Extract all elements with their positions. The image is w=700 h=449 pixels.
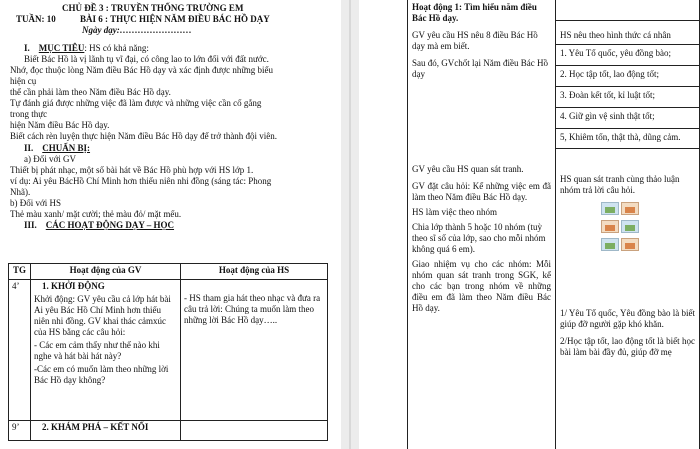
- student-list-2: 2. Học tập tốt, lao động tốt;: [556, 65, 699, 86]
- teacher-step-3: GV yêu cầu HS quan sát tranh.: [412, 164, 524, 174]
- student-list-5: 5, Khiêm tốn, thật thà, dũng cảm.: [556, 128, 699, 149]
- teacher-step-7: Giao nhiệm vụ cho các nhóm: Mỗi nhóm quan sát tranh trong SGK, kể cho các bạn trong nhóm về những điều em đã làm theo Năm điều Bác Hồ dạy.: [412, 259, 551, 313]
- header-time: TG: [9, 264, 31, 280]
- teacher-step-6: Chia lớp thành 5 hoặc 10 nhóm (tuỳ theo sĩ số của lớp, sao cho mỗi nhóm không quá 6 em).: [412, 222, 546, 254]
- illustration-group: [556, 199, 652, 255]
- objective-1: Biết Bác Hồ là vị lãnh tụ vĩ đại, có công lao to lớn đối với đất nước.: [24, 54, 269, 64]
- page-divider: [349, 0, 351, 449]
- illustration-5: [601, 238, 619, 251]
- illustration-6: [621, 238, 639, 251]
- objective-5: hiện Năm điều Bác Hồ dạy.: [10, 120, 110, 130]
- row1-title: 1. KHỞI ĐỘNG: [42, 281, 105, 291]
- section-1-heading: I. MỤC TIÊU: HS có khả năng:: [24, 43, 149, 53]
- row2-title: 2. KHÁM PHÁ – KẾT NỐI: [42, 422, 149, 432]
- row2-teacher: [31, 421, 181, 441]
- illustration-4: [621, 220, 639, 233]
- illustration-3: [601, 220, 619, 233]
- student-observe: HS quan sát tranh cùng thảo luận nhóm trả lời câu hỏi.: [560, 174, 680, 195]
- objective-2: Nhớ, đọc thuộc lòng Năm điều Bác Hồ dạy và xác định được những biểu: [10, 65, 273, 75]
- row1-teacher-text-3: -Các em có muốn làm theo những lời Bác Hồ dạy không?: [34, 364, 169, 385]
- teacher-prep-2: ví dụ: Ai yêu BácHồ Chí Minh hơn thiếu niên nhi đồng (sáng tác: Phong: [10, 176, 272, 186]
- lesson-title: BÀI 6 : THỰC HIỆN NĂM ĐIỀU BÁC HỒ DẠY: [80, 14, 270, 24]
- activity-title: Hoạt động 1: Tìm hiểu năm điều Bác Hồ dạy.: [412, 2, 537, 23]
- teaching-date: Ngày dạy:……………………: [82, 25, 192, 35]
- row1-teacher-text-2: - Các em cảm thấy như thế nào khi nghe và hát bài hát này?: [34, 340, 160, 361]
- teacher-prep-1: Thiết bị phát nhạc, một số bài hát về Bác Hồ phù hợp với HS lớp 1.: [10, 165, 254, 175]
- row1-teacher: [31, 280, 181, 421]
- header-student: Hoạt động của HS: [181, 264, 328, 280]
- student-list-4: 4. Giữ gìn vệ sinh thật tốt;: [556, 107, 699, 128]
- illustration-1: [601, 202, 619, 215]
- student-intro: HS nêu theo hình thức cá nhân: [560, 30, 671, 40]
- activity-teacher-column: [408, 0, 556, 449]
- page-gap: [341, 0, 359, 449]
- student-prep-1: Thẻ màu xanh/ mặt cười; thẻ màu đỏ/ mặt mếu.: [10, 209, 182, 219]
- objective-4: Tự đánh giá được những việc đã làm được và những việc cần cố gắng: [10, 98, 262, 108]
- row2-student: [181, 421, 328, 441]
- objective-3: thể cần phải làm theo Năm điều Bác Hồ dạy.: [10, 87, 171, 97]
- teacher-step-4: GV đặt câu hỏi: Kể những việc em đã làm theo Năm điều Bác Hồ dạy.: [412, 181, 551, 202]
- header-teacher: Hoạt động của GV: [31, 264, 181, 280]
- teacher-prep-label: a) Đối với GV: [24, 154, 77, 164]
- section-2-heading: II. CHUẨN BỊ:: [24, 143, 91, 153]
- teacher-prep-3: Nhã).: [10, 187, 31, 197]
- section-3-heading: III. CÁC HOẠT ĐỘNG DẠY – HỌC: [24, 220, 175, 230]
- student-list-1: 1. Yêu Tổ quốc, yêu đồng bào;: [556, 44, 699, 65]
- row1-student: [181, 280, 328, 421]
- student-answer-2: 2/Học tập tốt, lao động tốt là biết học bài làm bài đầy đủ, giúp đỡ mẹ: [560, 336, 695, 357]
- student-answer-1: 1/ Yêu Tổ quốc, Yêu đồng bào là biết giúp đỡ người gặp khó khăn.: [560, 308, 695, 329]
- objective-2-cont: hiện cụ: [10, 76, 37, 86]
- student-list-3: 3. Đoàn kết tốt, kỉ luật tốt;: [556, 86, 699, 107]
- teacher-step-5: HS làm việc theo nhóm: [412, 207, 497, 217]
- row1-teacher-text-1: Khởi động: GV yêu cầu cả lớp hát bài Ai yêu Bác Hồ Chí Minh hơn thiếu niên nhi đồng. GV khai thác cảmxúc của HS bằng các câu hỏi:: [34, 294, 171, 337]
- left-page: [0, 0, 341, 449]
- topic-heading: CHỦ ĐỀ 3 : TRUYỀN THỐNG TRƯỜNG EM: [62, 3, 244, 13]
- week-label: TUẦN: 10: [16, 14, 56, 24]
- activity-table: [407, 0, 700, 449]
- student-answers: [556, 21, 699, 44]
- teacher-step-1: GV yêu cầu HS nêu 8 điều Bác Hồ dạy mà em biết.: [412, 30, 538, 51]
- student-header-space: [556, 0, 699, 21]
- activity-student-column: [556, 0, 700, 449]
- lesson-table: [8, 263, 328, 441]
- row1-time: 4’: [9, 280, 31, 421]
- row1-student-text: - HS tham gia hát theo nhạc và đưa ra câu trả lời: Chúng ta muốn làm theo những lời Bác Hồ dạy…..: [184, 293, 321, 325]
- student-prep-label: b) Đối với HS: [10, 198, 62, 208]
- right-page: [359, 0, 700, 449]
- row2-time: 9’: [9, 421, 31, 441]
- teacher-step-2: Sau đó, GVchốt lại Năm điều Bác Hồ dạy: [412, 58, 548, 79]
- objective-4-cont: trong thực: [10, 109, 48, 119]
- illustration-2: [621, 202, 639, 215]
- objective-6: Biết cách rèn luyện thực hiện Năm điều Bác Hồ dạy để trở thành đội viên.: [10, 131, 278, 141]
